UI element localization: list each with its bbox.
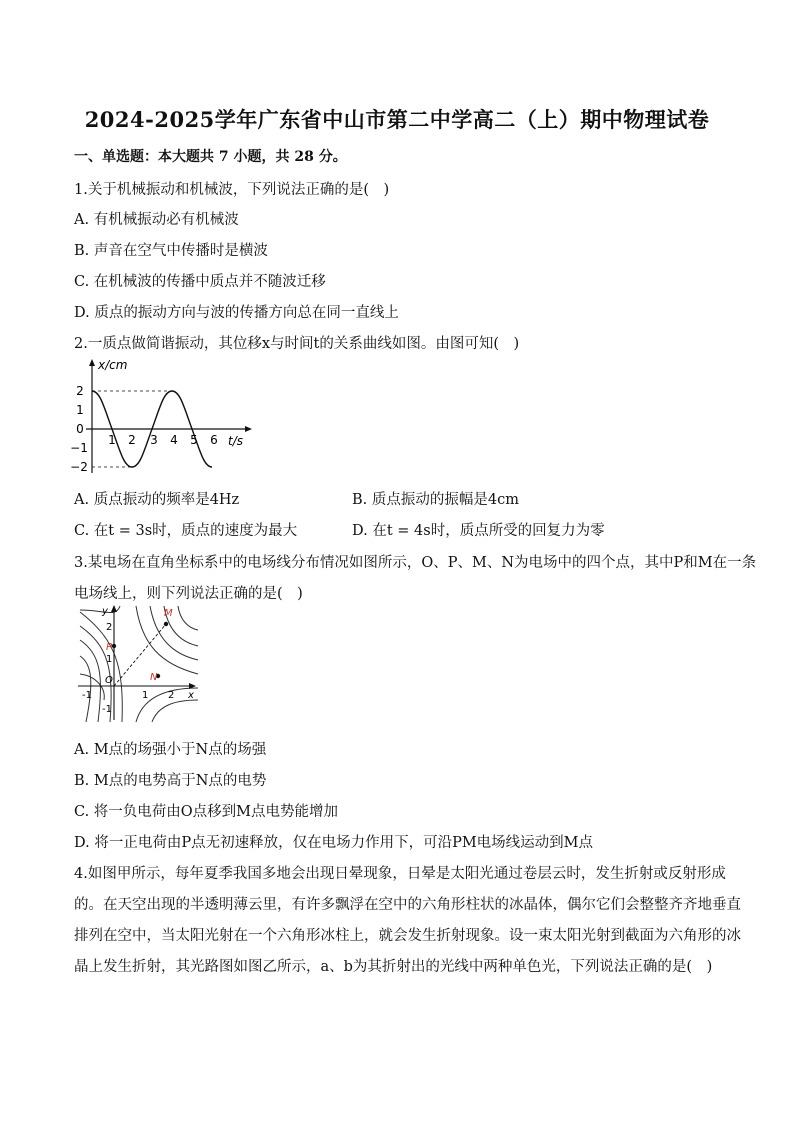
graph-y-label: x/cm (98, 358, 128, 372)
question-1-option-c: C. 在机械波的传播中质点并不随波迁移 (74, 274, 326, 290)
graph-x-tick-6: 6 (210, 433, 218, 447)
question-2-option-a: A. 质点振动的频率是4Hz (74, 492, 240, 508)
question-2-option-d: D. 在t = 4s时，质点所受的回复力为零 (352, 523, 605, 539)
point-p (112, 644, 116, 648)
field-line (178, 606, 198, 630)
question-1-option-b: B. 声音在空气中传播时是横波 (74, 243, 268, 259)
diagram-y-tick-2: 2 (106, 622, 113, 633)
graph-x-tick-3: 3 (150, 433, 158, 447)
graph-x-label: t/s (228, 434, 243, 448)
graph-y-tick-m2: −2 (70, 460, 88, 474)
diagram-m-label: M (164, 608, 173, 619)
question-3-stem-line-1: 3.某电场在直角坐标系中的电场线分布情况如图所示，O、P、M、N为电场中的四个点，其中P和M在一条 (74, 555, 757, 571)
field-line (152, 700, 198, 722)
graph-y-arrow (89, 359, 95, 366)
diagram-x-tick-1: 1 (142, 690, 149, 701)
diagram-y-arrow (111, 605, 117, 612)
question-2-stem: 2.一质点做简谐振动，其位移x与时间t的关系曲线如图。由图可知( ) (74, 336, 520, 352)
diagram-x-tick-2: 2 (168, 690, 175, 701)
question-3-stem-line-2: 电场线上，则下列说法正确的是( ) (74, 586, 303, 602)
exam-title: 2024-2025学年广东省中山市第二中学高二（上）期中物理试卷 (84, 107, 710, 132)
question-4-line-3: 排列在空中，当太阳光射在一个六角形冰柱上，就会发生折射现象。设一束太阳光射到截面为六角形的冰 (74, 928, 741, 944)
graph-y-tick-0: 0 (76, 422, 84, 436)
section-heading: 一、单选题：本大题共 7 小题，共 28 分。 (74, 149, 347, 165)
field-lines (80, 606, 198, 722)
question-4-line-1: 4.如图甲所示，每年夏季我国多地会出现日晕现象，日晕是太阳光通过卷层云时，发生折射或反射形成 (74, 866, 726, 882)
graph-y-tick-1: 1 (76, 403, 84, 417)
diagram-x-tick-m1: -1 (82, 690, 92, 701)
graph-x-arrow (245, 426, 252, 432)
electric-field-diagram (76, 604, 200, 724)
graph-x-tick-4: 4 (170, 433, 178, 447)
diagram-x-label: x (188, 690, 194, 701)
diagram-y-tick-m1: -1 (102, 704, 112, 715)
question-2-option-c: C. 在t = 3s时，质点的速度为最大 (74, 523, 298, 539)
diagram-p-label: P (106, 642, 113, 653)
question-3-option-d: D. 将一正电荷由P点无初速释放，仅在电场力作用下，可沿PM电场线运动到M点 (74, 835, 594, 851)
diagram-n-label: N (150, 672, 158, 683)
question-1-option-a: A. 有机械振动必有机械波 (74, 212, 239, 228)
field-line (80, 656, 91, 722)
question-4-line-4: 晶上发生折射，其光路图如图乙所示，a、b为其折射出的光线中两种单色光，下列说法正确的是( ) (74, 959, 713, 975)
question-3-option-c: C. 将一负电荷由O点移到M点电势能增加 (74, 804, 339, 820)
graph-x-tick-1: 1 (108, 433, 116, 447)
graph-y-tick-m1: −1 (70, 441, 88, 455)
diagram-y-tick-1: 1 (106, 654, 113, 665)
diagram-y-label: y (102, 606, 108, 617)
field-line (150, 606, 198, 660)
graph-x-tick-5: 5 (190, 433, 198, 447)
question-4-line-2: 的。在天空出现的半透明薄云里，有许多飘浮在空中的六角形柱状的冰晶体，偶尔它们会整整齐齐地垂直 (74, 897, 741, 913)
graph-x-tick-2: 2 (128, 433, 136, 447)
question-2-option-b: B. 质点振动的振幅是4cm (352, 492, 519, 508)
question-3-option-a: A. M点的场强小于N点的场强 (74, 742, 267, 758)
question-1-stem: 1.关于机械振动和机械波，下列说法正确的是( ) (74, 182, 390, 198)
point-m (164, 622, 168, 626)
displacement-time-graph (68, 355, 258, 480)
diagram-o-label: O (105, 675, 113, 686)
question-1-option-d: D. 质点的振动方向与波的传播方向总在同一直线上 (74, 305, 399, 321)
graph-y-tick-2: 2 (76, 384, 84, 398)
question-3-option-b: B. M点的电势高于N点的电势 (74, 773, 267, 789)
